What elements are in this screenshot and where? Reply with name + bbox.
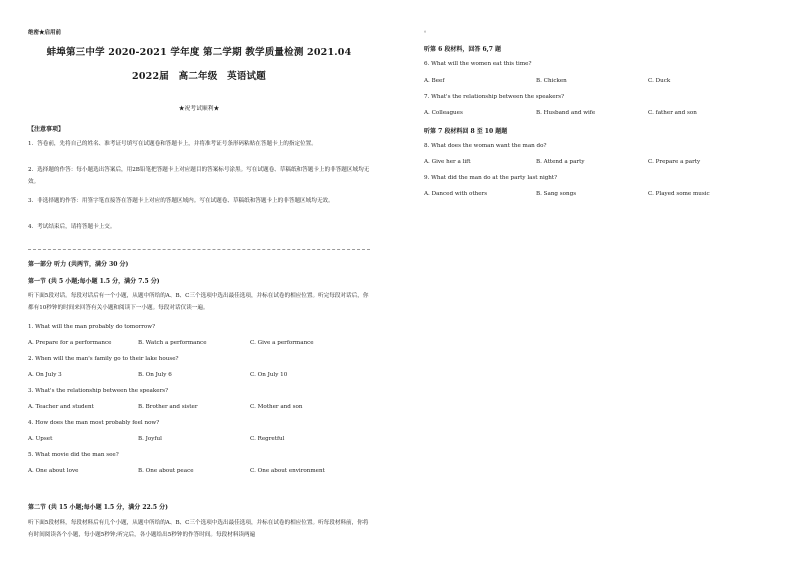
q1-option-c: C. Give a performance (250, 340, 314, 346)
exam-good-luck-note: ★祝考试顺利★ (178, 106, 220, 112)
q7-option-a: A. Colleagues (424, 110, 463, 116)
question-6: 6. What will the women eat this time? (424, 61, 532, 67)
question-7: 7. What's the relationship between the speakers? (424, 94, 565, 100)
q3-option-b: B. Brother and sister (138, 404, 198, 410)
q1-option-b: B. Watch a performance (138, 340, 207, 346)
q8-option-c: C. Prepare a party (648, 159, 701, 165)
q2-option-c: C. On July 10 (250, 372, 288, 378)
q4-option-b: B. Joyful (138, 436, 162, 442)
part1-heading: 第一部分 听力 (共两节，满分 30 分) (28, 261, 129, 268)
section-divider (28, 249, 370, 250)
notice-3: 3．非选择题的作答：用签字笔直接答在答题卡上对应的答题区域内。写在试题卷、草稿纸和答题卡上的非答题区域均无效。 (28, 198, 334, 204)
continuation-mark: 。 (424, 28, 430, 34)
section2-heading: 第二节 (共 15 小题;每小题 1.5 分，满分 22.5 分) (28, 504, 168, 511)
q3-option-c: C. Mother and son (250, 404, 303, 410)
question-9: 9. What did the man do at the party last night? (424, 175, 558, 181)
section1-intro: 听下面5段对话。每段对话后有一个小题，从题中所给的A、B、C三个选项中选出最佳选项，并标在试卷的相应位置。听完每段对话后，你都有10秒钟的时间来回答有关小题和阅读下一小题。每段对话仅读一遍。 (28, 293, 369, 311)
question-1: 1. What will the man probably do tomorrow? (28, 324, 156, 330)
passage6-heading: 听第 6 段材料，回答 6,7 题 (424, 46, 501, 53)
section1-heading: 第一节 (共 5 小题;每小题 1.5 分，满分 7.5 分) (28, 278, 160, 285)
q6-option-c: C. Duck (648, 78, 671, 84)
question-5: 5. What movie did the man see? (28, 452, 119, 458)
q5-option-b: B. One about peace (138, 468, 194, 474)
q4-option-a: A. Upset (28, 436, 53, 442)
q7-option-c: C. father and son (648, 110, 697, 116)
notice-1: 1．答卷前，先将自己的姓名、准考证号填写在试题卷和答题卡上，并将准考证号条形码粘贴在答题卡上的指定位置。 (28, 141, 317, 147)
q8-option-b: B. Attend a party (536, 159, 585, 165)
q8-option-a: A. Give her a lift (424, 159, 471, 165)
notice-4: 4．考试结束后，请将答题卡上交。 (28, 224, 116, 230)
passage7-heading: 听第 7 段材料回 8 至 10 题题 (424, 128, 508, 135)
q3-option-a: A. Teacher and student (28, 404, 94, 410)
secret-mark: 绝密★启用前 (28, 30, 62, 36)
question-4: 4. How does the man most probably feel now? (28, 420, 160, 426)
q6-option-b: B. Chicken (536, 78, 567, 84)
q2-option-b: B. On July 6 (138, 372, 172, 378)
q4-option-c: C. Regretful (250, 436, 285, 442)
q5-option-a: A. One about love (28, 468, 79, 474)
q9-option-b: B. Sang songs (536, 191, 577, 197)
q5-option-c: C. One about environment (250, 468, 325, 474)
question-2: 2. When will the man's family go to their lake house? (28, 356, 179, 362)
q6-option-a: A. Beef (424, 78, 445, 84)
q9-option-a: A. Danced with others (424, 191, 488, 197)
question-3: 3. What's the relationship between the speakers? (28, 388, 169, 394)
question-8: 8. What does the woman want the man do? (424, 143, 547, 149)
notice-heading: 【注意事项】 (28, 126, 65, 133)
exam-title-line1: 蚌埠第三中学 2020-2021 学年度 第二学期 教学质量检测 2021.04 (46, 47, 352, 58)
q2-option-a: A. On July 3 (28, 372, 62, 378)
exam-title-line2: 2022届 高二年级 英语试题 (132, 71, 266, 82)
q9-option-c: C. Played some music (648, 191, 710, 197)
q1-option-a: A. Prepare for a performance (28, 340, 112, 346)
section2-intro: 听下面5段材料，每段材料后有几个小题，从题中所给的A、B、C三个选项中选出最佳选项，并标在试卷的相应位置。听每段材料前，你将有时间阅读各个小题，每小题5秒钟;听完后，各小题给出5秒钟的作答时间。每段材料读两遍 (28, 520, 369, 538)
q7-option-b: B. Husband and wife (536, 110, 596, 116)
notice-2: 2．选择题的作答：每小题选出答案后，用2B铅笔把答题卡上对应题目的答案标号涂黑。写在试题卷、草稿纸和答题卡上的非答题区域均无效。 (28, 167, 370, 185)
